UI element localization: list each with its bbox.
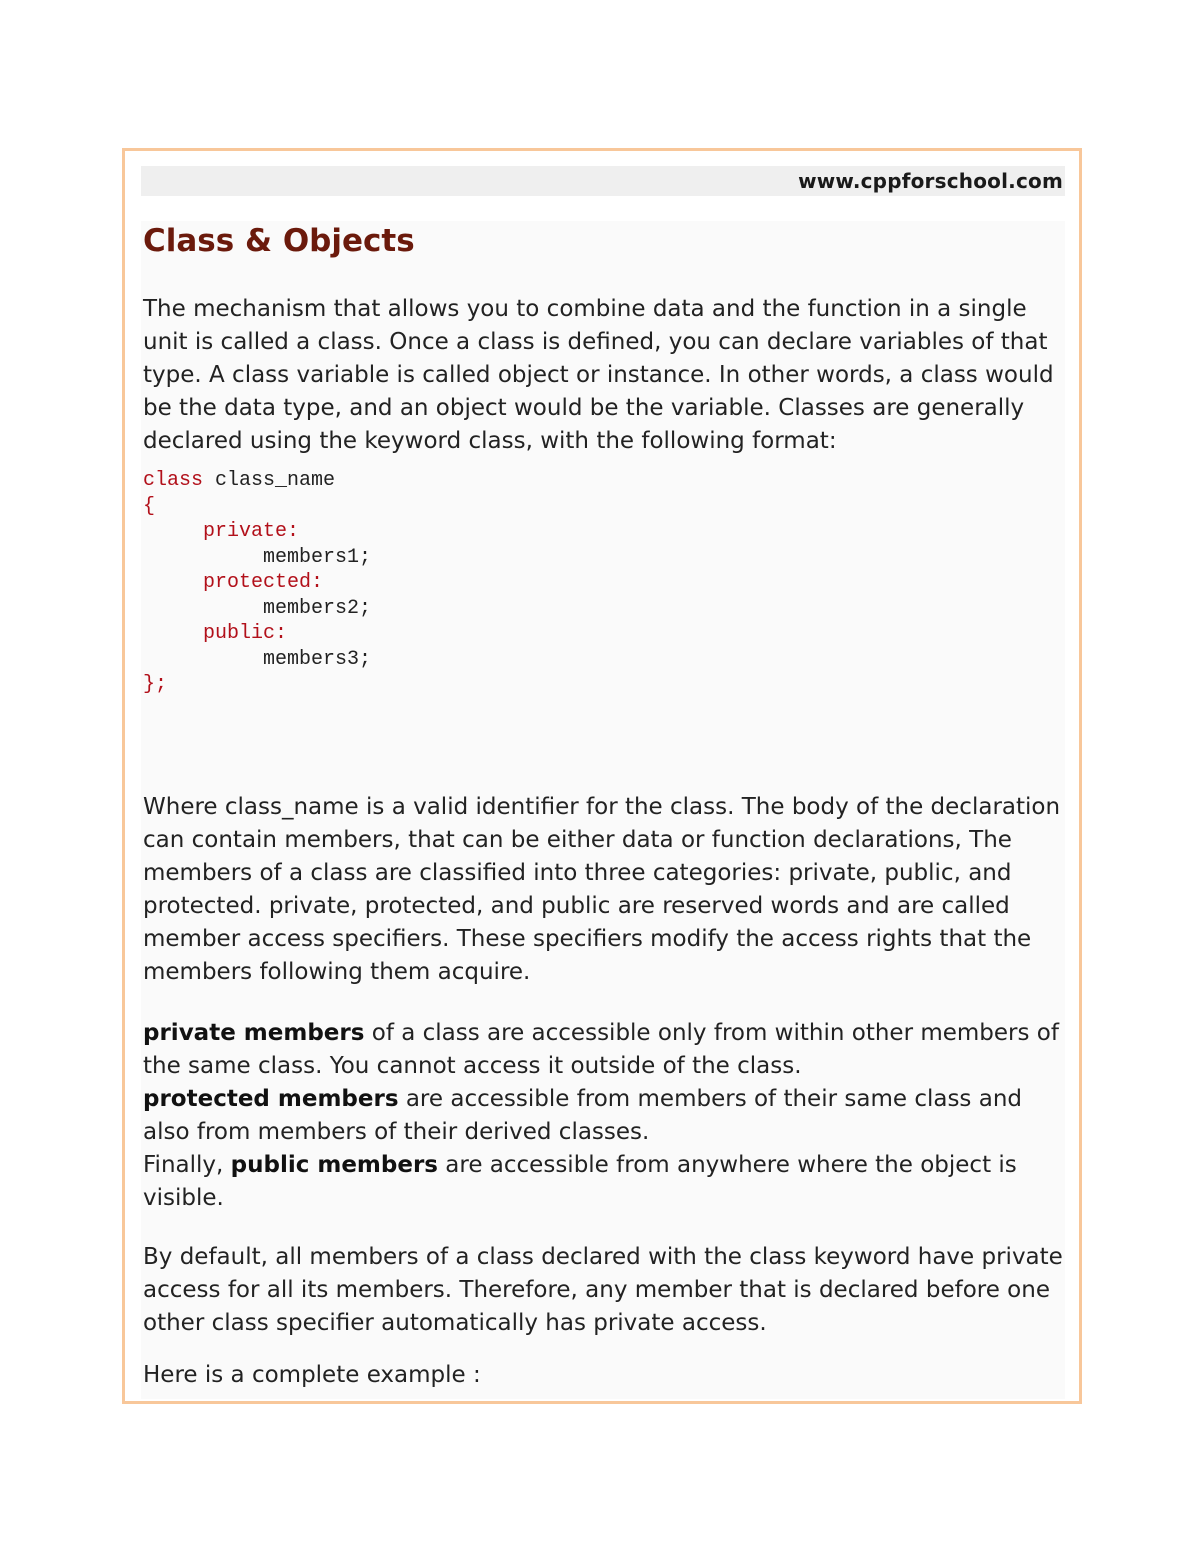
public-members-term: public members bbox=[230, 1152, 438, 1178]
page-title: Class & Objects bbox=[143, 223, 415, 259]
default-access-paragraph: By default, all members of a class declared with the class keyword have private access for all its members. Therefore, any member that is declared before one other class specifier automatically has private access. bbox=[143, 1244, 1063, 1336]
code-keyword-protected: protected: bbox=[203, 571, 324, 594]
code-block bbox=[143, 468, 371, 698]
intro-paragraph: The mechanism that allows you to combine data and the function in a single unit is called a class. Once a class is defined, you can declare variables of that type. A class variable is called object or instance. In other words, a class would be the data type, and an object would be the variable. Classes are generally declared using the keyword class, with the following format: bbox=[143, 296, 1054, 454]
code-open-brace: { bbox=[143, 494, 156, 518]
public-members-text: are accessible from anywhere where the object is visible. bbox=[143, 1152, 1017, 1211]
example-intro: Here is a complete example : bbox=[143, 1362, 481, 1388]
access-specifiers-paragraph bbox=[143, 1017, 1063, 1215]
code-members2: members2; bbox=[263, 596, 372, 620]
code-close-brace: }; bbox=[143, 673, 168, 696]
page-frame bbox=[122, 148, 1082, 1404]
code-keyword-private: private: bbox=[203, 520, 300, 543]
code-keyword-public: public: bbox=[203, 622, 288, 645]
code-members1: members1; bbox=[263, 545, 372, 569]
code-keyword-class: class bbox=[143, 469, 204, 492]
code-class-name: class_name bbox=[203, 469, 336, 492]
protected-members-term: protected members bbox=[143, 1086, 399, 1112]
private-members-text: of a class are accessible only from within other members of the same class. You cannot access it outside of the class. bbox=[143, 1020, 1059, 1079]
code-members3: members3; bbox=[263, 647, 372, 671]
public-members-prefix: Finally, bbox=[143, 1152, 231, 1178]
explanation-paragraph: Where class_name is a valid identifier for the class. The body of the declaration can contain members, that can be either data or function declarations, The members of a class are classified into three categories: private, public, and protected. private, protected, and public are reserved words and are called member access specifiers. These specifiers modify the access rights that the members following them acquire. bbox=[143, 794, 1061, 985]
site-url: www.cppforschool.com bbox=[798, 169, 1063, 193]
protected-members-text: are accessible from members of their same class and also from members of their derived classes. bbox=[143, 1086, 1022, 1145]
private-members-term: private members bbox=[143, 1020, 365, 1046]
